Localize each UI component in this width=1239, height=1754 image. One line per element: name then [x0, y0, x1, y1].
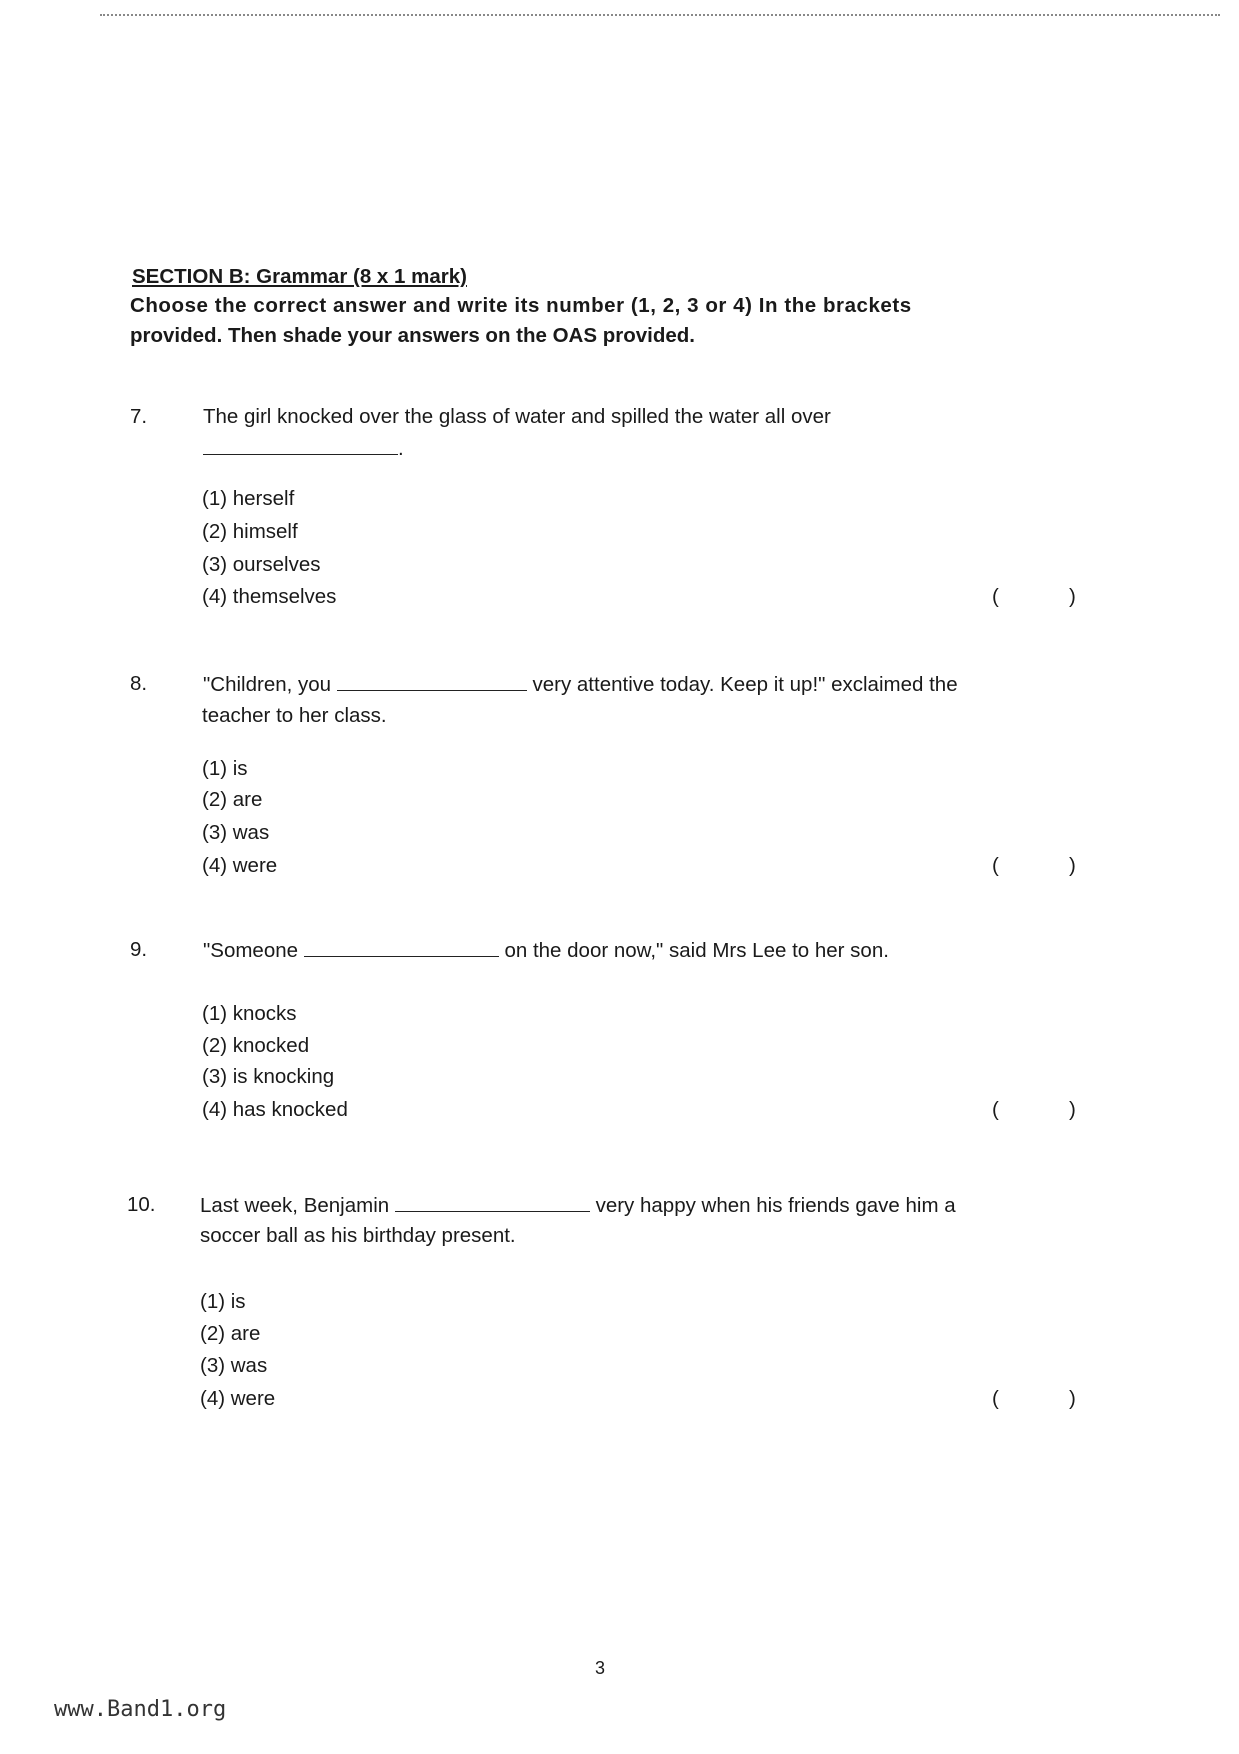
answer-bracket-close: ) — [1069, 854, 1076, 877]
answer-bracket-close: ) — [1069, 585, 1076, 608]
option-2: (2) are — [202, 788, 263, 811]
option-2: (2) are — [200, 1322, 261, 1345]
answer-bracket-close: ) — [1069, 1387, 1076, 1410]
option-3: (3) was — [202, 821, 270, 844]
question-number: 10. — [127, 1193, 156, 1216]
question-text: "Someone on the door now," said Mrs Lee to her son. — [203, 939, 889, 962]
option-3: (3) ourselves — [202, 553, 321, 576]
option-1: (1) herself — [202, 487, 295, 510]
scan-noise — [100, 14, 1220, 20]
option-1: (1) knocks — [202, 1002, 297, 1025]
instruction-line-2: provided. Then shade your answers on the OAS provided. — [130, 324, 695, 347]
answer-bracket-close: ) — [1069, 1098, 1076, 1121]
option-4: (4) has knocked — [202, 1098, 348, 1121]
answer-blank: . — [203, 436, 404, 461]
instruction-line-1: Choose the correct answer and write its number (1, 2, 3 or 4) In the brackets — [130, 294, 912, 317]
section-title: SECTION B: Grammar (8 x 1 mark) — [132, 265, 467, 288]
question-text-line-2: teacher to her class. — [202, 704, 387, 727]
option-1: (1) is — [200, 1290, 246, 1313]
answer-bracket-open[interactable]: ( — [992, 854, 999, 877]
option-3: (3) was — [200, 1354, 268, 1377]
question-number: 9. — [130, 938, 148, 961]
option-4: (4) themselves — [202, 585, 337, 608]
question-text: The girl knocked over the glass of water and spilled the water all over — [203, 405, 831, 428]
option-4: (4) were — [202, 854, 278, 877]
question-text: Last week, Benjamin very happy when his friends gave him a — [200, 1194, 956, 1217]
option-4: (4) were — [200, 1387, 276, 1410]
option-1: (1) is — [202, 757, 248, 780]
answer-bracket-open[interactable]: ( — [992, 1098, 999, 1121]
question-text: "Children, you very attentive today. Keep it up!" exclaimed the — [203, 673, 958, 696]
question-text-line-2: soccer ball as his birthday present. — [200, 1224, 516, 1247]
answer-bracket-open[interactable]: ( — [992, 585, 999, 608]
option-3: (3) is knocking — [202, 1065, 335, 1088]
page-number: 3 — [595, 1658, 606, 1678]
question-number: 7. — [130, 405, 148, 428]
option-2: (2) himself — [202, 520, 298, 543]
question-number: 8. — [130, 672, 148, 695]
option-2: (2) knocked — [202, 1034, 310, 1057]
website-footer: www.Band1.org — [54, 1697, 227, 1722]
answer-bracket-open[interactable]: ( — [992, 1387, 999, 1410]
